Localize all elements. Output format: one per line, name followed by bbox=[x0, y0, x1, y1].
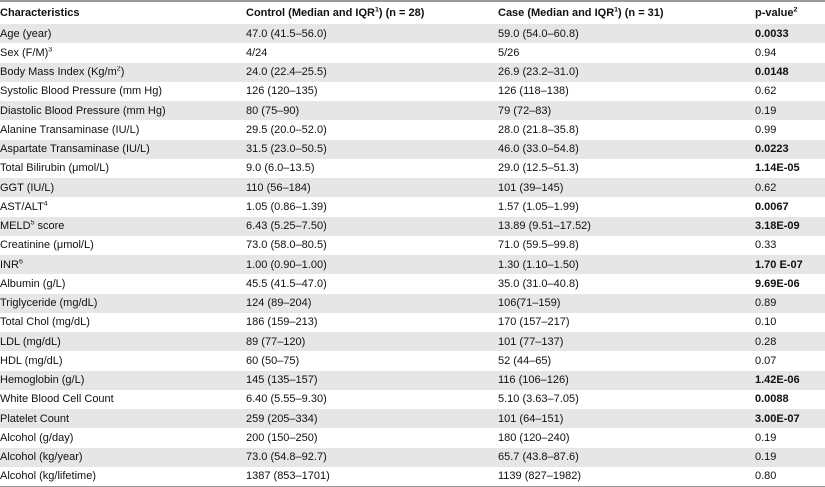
table-body bbox=[0, 24, 825, 486]
header-case bbox=[498, 7, 755, 19]
table-row bbox=[0, 294, 825, 313]
characteristic-label: Total Chol (mg/dL) bbox=[0, 316, 90, 329]
case-value: 79 (72–83) bbox=[498, 104, 552, 117]
characteristic-cell bbox=[0, 259, 246, 271]
control-value: 29.5 (20.0–52.0) bbox=[246, 123, 327, 136]
characteristic-label: Alcohol (g/day) bbox=[0, 431, 74, 444]
table-row bbox=[0, 274, 825, 293]
table-row bbox=[0, 428, 825, 447]
control-value: 73.0 (54.8–92.7) bbox=[246, 451, 327, 464]
p-value: 0.62 bbox=[755, 181, 777, 194]
case-value: 46.0 (33.0–54.8) bbox=[498, 143, 579, 156]
characteristic-label-suffix: score bbox=[34, 220, 65, 233]
p-value-cell bbox=[755, 413, 825, 425]
characteristic-cell bbox=[0, 316, 246, 328]
control-value: 31.5 (23.0–50.5) bbox=[246, 143, 327, 156]
p-value: 0.0223 bbox=[755, 143, 789, 156]
table-row bbox=[0, 332, 825, 351]
p-value: 3.18E-09 bbox=[755, 220, 800, 233]
table-row bbox=[0, 24, 825, 43]
characteristic-cell bbox=[0, 220, 246, 232]
characteristic-cell bbox=[0, 432, 246, 444]
table-row bbox=[0, 101, 825, 120]
table-row bbox=[0, 43, 825, 62]
characteristic-label: Hemoglobin (g/L) bbox=[0, 374, 85, 387]
header-control-footnote: 1 bbox=[374, 7, 379, 14]
control-value: 1.00 (0.90–1.00) bbox=[246, 258, 327, 271]
control-value-cell bbox=[246, 105, 498, 117]
control-value-cell bbox=[246, 297, 498, 309]
p-value-cell bbox=[755, 278, 825, 290]
characteristic-cell bbox=[0, 66, 246, 78]
case-value-cell bbox=[498, 316, 755, 328]
control-value-cell bbox=[246, 432, 498, 444]
case-value-cell bbox=[498, 374, 755, 386]
case-value-cell bbox=[498, 239, 755, 251]
control-value: 1387 (853–1701) bbox=[246, 470, 330, 483]
case-value-cell bbox=[498, 470, 755, 482]
characteristic-cell bbox=[0, 336, 246, 348]
characteristic-label: Systolic Blood Pressure (mm Hg) bbox=[0, 85, 162, 98]
control-value: 24.0 (22.4–25.5) bbox=[246, 66, 327, 79]
characteristic-cell bbox=[0, 85, 246, 97]
p-value: 3.00E-07 bbox=[755, 412, 800, 425]
p-value: 0.89 bbox=[755, 297, 777, 310]
case-value: 1139 (827–1982) bbox=[498, 470, 581, 483]
control-value-cell bbox=[246, 162, 498, 174]
p-value-cell bbox=[755, 374, 825, 386]
table-row bbox=[0, 63, 825, 82]
control-value: 124 (89–204) bbox=[246, 297, 312, 310]
characteristic-cell bbox=[0, 182, 246, 194]
p-value-cell bbox=[755, 201, 825, 213]
p-value-cell bbox=[755, 66, 825, 78]
case-value-cell bbox=[498, 85, 755, 97]
p-value: 0.19 bbox=[755, 104, 777, 117]
case-value: 180 (120–240) bbox=[498, 431, 570, 444]
p-value: 0.0067 bbox=[755, 200, 789, 213]
case-value-cell bbox=[498, 47, 755, 59]
case-value: 29.0 (12.5–51.3) bbox=[498, 162, 579, 175]
control-value: 110 (56–184) bbox=[246, 181, 311, 194]
case-value-cell bbox=[498, 28, 755, 40]
case-value-cell bbox=[498, 143, 755, 155]
case-value: 5/26 bbox=[498, 46, 520, 59]
control-value-cell bbox=[246, 470, 498, 482]
p-value-cell bbox=[755, 316, 825, 328]
case-value: 65.7 (43.8–87.6) bbox=[498, 451, 579, 464]
control-value: 60 (50–75) bbox=[246, 354, 300, 367]
p-value-cell bbox=[755, 432, 825, 444]
control-value-cell bbox=[246, 259, 498, 271]
header-pvalue-footnote: 2 bbox=[793, 7, 798, 14]
p-value-cell bbox=[755, 28, 825, 40]
table-row bbox=[0, 313, 825, 332]
p-value: 0.94 bbox=[755, 46, 777, 59]
characteristic-cell bbox=[0, 297, 246, 309]
characteristic-label: Creatinine (μmol/L) bbox=[0, 239, 94, 252]
case-value-cell bbox=[498, 278, 755, 290]
case-value-cell bbox=[498, 182, 755, 194]
case-value: 116 (106–126) bbox=[498, 374, 569, 387]
characteristic-cell bbox=[0, 201, 246, 213]
case-value: 126 (118–138) bbox=[498, 85, 569, 98]
control-value: 186 (159–213) bbox=[246, 316, 318, 329]
p-value-cell bbox=[755, 85, 825, 97]
characteristic-label: Body Mass Index (Kg/m bbox=[0, 66, 117, 79]
case-value: 1.57 (1.05–1.99) bbox=[498, 200, 579, 213]
control-value: 259 (205–334) bbox=[246, 412, 318, 425]
characteristic-label: White Blood Cell Count bbox=[0, 393, 114, 406]
characteristic-cell bbox=[0, 28, 246, 40]
characteristic-cell bbox=[0, 470, 246, 482]
p-value-cell bbox=[755, 239, 825, 251]
control-value-cell bbox=[246, 278, 498, 290]
characteristic-label: Alanine Transaminase (IU/L) bbox=[0, 123, 140, 136]
characteristic-label: Albumin (g/L) bbox=[0, 277, 66, 290]
table-row bbox=[0, 255, 825, 274]
case-value: 28.0 (21.8–35.8) bbox=[498, 123, 579, 136]
p-value: 0.19 bbox=[755, 451, 777, 464]
p-value: 0.07 bbox=[755, 354, 777, 367]
header-pvalue bbox=[755, 7, 825, 19]
case-value-cell bbox=[498, 413, 755, 425]
header-characteristics bbox=[0, 7, 246, 19]
p-value: 0.33 bbox=[755, 239, 777, 252]
table-row bbox=[0, 467, 825, 486]
case-value-cell bbox=[498, 66, 755, 78]
case-value: 170 (157–217) bbox=[498, 316, 570, 329]
characteristic-cell bbox=[0, 413, 246, 425]
table-row bbox=[0, 448, 825, 467]
characteristic-cell bbox=[0, 143, 246, 155]
characteristic-cell bbox=[0, 124, 246, 136]
footnote-marker: 4 bbox=[43, 200, 48, 208]
control-value-cell bbox=[246, 355, 498, 367]
case-value-cell bbox=[498, 105, 755, 117]
characteristic-cell bbox=[0, 374, 246, 386]
control-value-cell bbox=[246, 316, 498, 328]
case-value: 5.10 (3.63–7.05) bbox=[498, 393, 579, 406]
case-value: 59.0 (54.0–60.8) bbox=[498, 27, 579, 40]
p-value: 1.42E-06 bbox=[755, 374, 800, 387]
characteristic-label-suffix: ) bbox=[120, 66, 125, 79]
control-value-cell bbox=[246, 182, 498, 194]
case-value-cell bbox=[498, 259, 755, 271]
p-value: 9.69E-06 bbox=[755, 277, 800, 290]
case-value-cell bbox=[498, 451, 755, 463]
control-value: 6.40 (5.55–9.30) bbox=[246, 393, 327, 406]
p-value: 0.62 bbox=[755, 85, 777, 98]
case-value: 101 (64–151) bbox=[498, 412, 564, 425]
characteristic-label: AST/ALT bbox=[0, 200, 44, 213]
case-value: 13.89 (9.51–17.52) bbox=[498, 220, 591, 233]
p-value-cell bbox=[755, 105, 825, 117]
table-row bbox=[0, 82, 825, 101]
characteristic-label: MELD bbox=[0, 220, 31, 233]
characteristic-label: Total Bilirubin (μmol/L) bbox=[0, 162, 110, 175]
characteristic-label: Alcohol (kg/lifetime) bbox=[0, 470, 96, 483]
p-value: 0.0088 bbox=[755, 393, 789, 406]
control-value-cell bbox=[246, 143, 498, 155]
table-row bbox=[0, 236, 825, 255]
control-value-cell bbox=[246, 47, 498, 59]
header-control-label: Control (Median and IQR bbox=[246, 7, 375, 19]
characteristic-cell bbox=[0, 105, 246, 117]
control-value: 47.0 (41.5–56.0) bbox=[246, 27, 327, 40]
header-control bbox=[246, 7, 498, 19]
control-value: 6.43 (5.25–7.50) bbox=[246, 220, 327, 233]
case-value: 52 (44–65) bbox=[498, 354, 552, 367]
case-value: 101 (39–145) bbox=[498, 181, 564, 194]
table-row bbox=[0, 409, 825, 428]
control-value: 1.05 (0.86–1.39) bbox=[246, 200, 327, 213]
p-value: 0.19 bbox=[755, 431, 777, 444]
control-value-cell bbox=[246, 85, 498, 97]
case-value: 26.9 (23.2–31.0) bbox=[498, 66, 579, 79]
p-value: 1.70 E-07 bbox=[755, 258, 803, 271]
table-row bbox=[0, 120, 825, 139]
control-value: 80 (75–90) bbox=[246, 104, 300, 117]
control-value: 200 (150–250) bbox=[246, 431, 318, 444]
characteristic-cell bbox=[0, 162, 246, 174]
footnote-marker: 5 bbox=[30, 220, 35, 227]
footnote-marker: 6 bbox=[18, 258, 23, 265]
header-pvalue-label: p-value bbox=[755, 7, 794, 19]
case-value: 106(71–159) bbox=[498, 297, 561, 310]
characteristic-label: Diastolic Blood Pressure (mm Hg) bbox=[0, 104, 166, 117]
characteristic-label: LDL (mg/dL) bbox=[0, 335, 61, 348]
case-value-cell bbox=[498, 201, 755, 213]
control-value-cell bbox=[246, 393, 498, 405]
p-value-cell bbox=[755, 162, 825, 174]
characteristic-label: GGT (IU/L) bbox=[0, 181, 55, 194]
p-value-cell bbox=[755, 124, 825, 136]
case-value-cell bbox=[498, 393, 755, 405]
characteristic-cell bbox=[0, 355, 246, 367]
characteristic-label: INR bbox=[0, 258, 19, 271]
footnote-marker: 2 bbox=[116, 66, 121, 73]
table-row bbox=[0, 217, 825, 236]
p-value: 0.28 bbox=[755, 335, 777, 348]
header-case-label: Case (Median and IQR bbox=[498, 7, 615, 19]
header-control-suffix: ) (n = 28) bbox=[378, 7, 425, 19]
case-value-cell bbox=[498, 297, 755, 309]
p-value: 0.0148 bbox=[755, 66, 789, 79]
control-value-cell bbox=[246, 239, 498, 251]
table-row bbox=[0, 371, 825, 390]
p-value-cell bbox=[755, 259, 825, 271]
p-value-cell bbox=[755, 220, 825, 232]
control-value: 126 (120–135) bbox=[246, 85, 318, 98]
characteristic-label: HDL (mg/dL) bbox=[0, 354, 63, 367]
p-value: 0.0033 bbox=[755, 27, 789, 40]
case-value: 101 (77–137) bbox=[498, 335, 564, 348]
case-value-cell bbox=[498, 124, 755, 136]
characteristic-cell bbox=[0, 278, 246, 290]
control-value-cell bbox=[246, 413, 498, 425]
characteristic-label: Alcohol (kg/year) bbox=[0, 451, 83, 464]
header-case-suffix: ) (n = 31) bbox=[618, 7, 664, 19]
p-value: 0.99 bbox=[755, 123, 777, 136]
header-case-footnote: 1 bbox=[614, 7, 619, 14]
control-value-cell bbox=[246, 28, 498, 40]
control-value-cell bbox=[246, 201, 498, 213]
p-value: 0.80 bbox=[755, 470, 777, 483]
p-value-cell bbox=[755, 297, 825, 309]
case-value-cell bbox=[498, 355, 755, 367]
table-row bbox=[0, 197, 825, 216]
control-value: 145 (135–157) bbox=[246, 374, 318, 387]
characteristic-cell bbox=[0, 47, 246, 59]
control-value-cell bbox=[246, 336, 498, 348]
table-row bbox=[0, 178, 825, 197]
footnote-marker: 3 bbox=[48, 46, 53, 54]
p-value-cell bbox=[755, 336, 825, 348]
p-value: 0.10 bbox=[755, 316, 777, 329]
p-value: 1.14E-05 bbox=[755, 162, 800, 175]
control-value-cell bbox=[246, 220, 498, 232]
table-row bbox=[0, 159, 825, 178]
p-value-cell bbox=[755, 470, 825, 482]
case-value-cell bbox=[498, 432, 755, 444]
case-value-cell bbox=[498, 220, 755, 232]
p-value-cell bbox=[755, 451, 825, 463]
control-value-cell bbox=[246, 374, 498, 386]
control-value-cell bbox=[246, 451, 498, 463]
table-header-row bbox=[0, 2, 825, 24]
header-characteristics-label: Characteristics bbox=[0, 7, 80, 19]
table-row bbox=[0, 351, 825, 370]
p-value-cell bbox=[755, 355, 825, 367]
control-value: 73.0 (58.0–80.5) bbox=[246, 239, 327, 252]
characteristic-label: Age (year) bbox=[0, 27, 52, 40]
control-value: 89 (77–120) bbox=[246, 335, 306, 348]
case-value: 71.0 (59.5–99.8) bbox=[498, 239, 579, 252]
control-value: 9.0 (6.0–13.5) bbox=[246, 162, 315, 175]
table-row bbox=[0, 140, 825, 159]
control-value: 45.5 (41.5–47.0) bbox=[246, 277, 327, 290]
case-value: 35.0 (31.0–40.8) bbox=[498, 277, 579, 290]
control-value-cell bbox=[246, 66, 498, 78]
characteristic-cell bbox=[0, 239, 246, 251]
p-value-cell bbox=[755, 143, 825, 155]
characteristic-cell bbox=[0, 393, 246, 405]
p-value-cell bbox=[755, 393, 825, 405]
p-value-cell bbox=[755, 47, 825, 59]
control-value: 4/24 bbox=[246, 46, 268, 59]
characteristic-cell bbox=[0, 451, 246, 463]
characteristic-label: Triglyceride (mg/dL) bbox=[0, 297, 98, 310]
characteristic-label: Aspartate Transaminase (IU/L) bbox=[0, 143, 150, 156]
characteristic-label: Platelet Count bbox=[0, 412, 70, 425]
control-value-cell bbox=[246, 124, 498, 136]
table-row bbox=[0, 390, 825, 409]
case-value: 1.30 (1.10–1.50) bbox=[498, 258, 579, 271]
case-value-cell bbox=[498, 162, 755, 174]
case-value-cell bbox=[498, 336, 755, 348]
p-value-cell bbox=[755, 182, 825, 194]
characteristic-label: Sex (F/M) bbox=[0, 46, 49, 59]
